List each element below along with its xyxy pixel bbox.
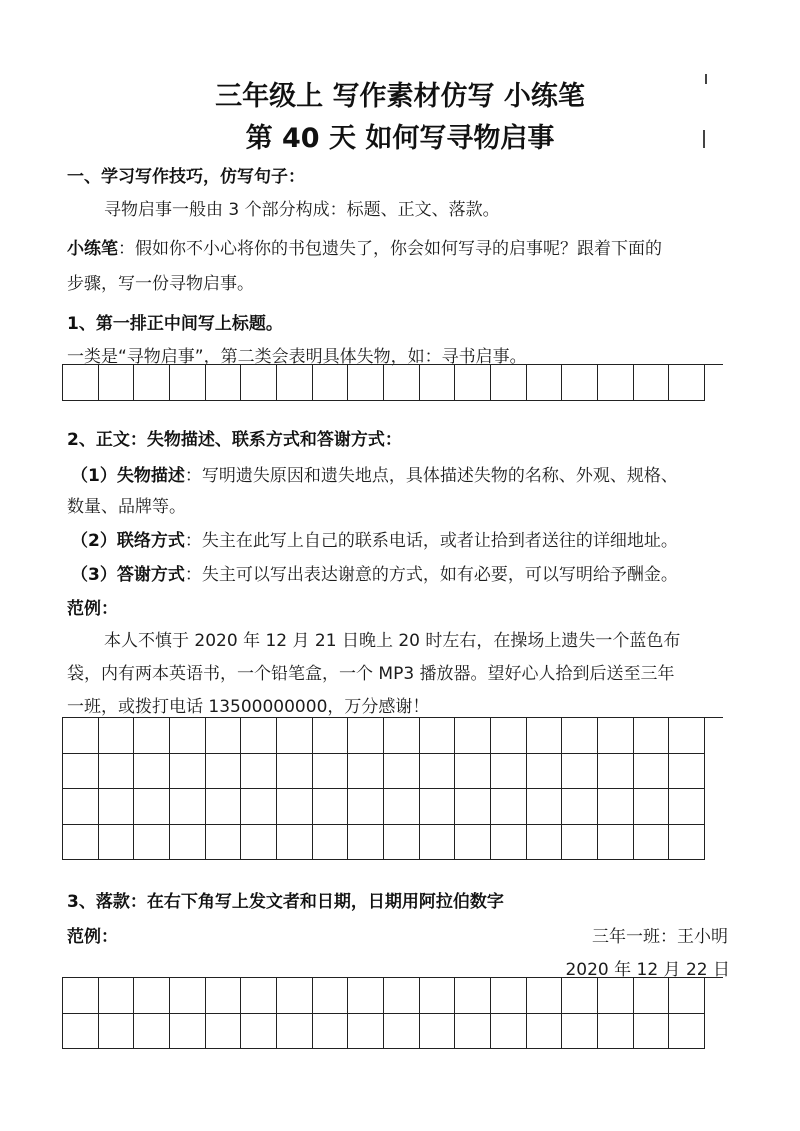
grid-cell[interactable]: [99, 978, 135, 1014]
step2-item1: [71, 461, 678, 486]
item2-label: （2）联络方式: [71, 531, 185, 551]
grid-cell[interactable]: [170, 365, 206, 401]
grid-cell[interactable]: [455, 754, 491, 790]
grid-cell[interactable]: [384, 789, 420, 825]
edge-mark: [705, 74, 707, 84]
grid-cell[interactable]: [634, 754, 670, 790]
grid-cell[interactable]: [634, 365, 670, 401]
grid-cell[interactable]: [313, 754, 349, 790]
grid-cell[interactable]: [348, 365, 384, 401]
grid-cell[interactable]: [99, 718, 135, 754]
grid-cell[interactable]: [313, 365, 349, 401]
grid-cell[interactable]: [491, 718, 527, 754]
grid-cell[interactable]: [384, 1014, 420, 1050]
grid-row: [63, 825, 723, 861]
grid-cell[interactable]: [206, 718, 242, 754]
grid-cell[interactable]: [634, 718, 670, 754]
grid-cell[interactable]: [170, 789, 206, 825]
grid-cell[interactable]: [206, 789, 242, 825]
step2-item2: [71, 526, 678, 551]
grid-row: [63, 789, 723, 825]
grid-cell[interactable]: [63, 365, 99, 401]
grid-cell[interactable]: [170, 825, 206, 861]
writing-grid-title[interactable]: [62, 364, 723, 401]
grid-cell[interactable]: [277, 978, 313, 1014]
grid-cell[interactable]: [241, 978, 277, 1014]
grid-cell[interactable]: [598, 825, 634, 861]
grid-cell[interactable]: [63, 754, 99, 790]
grid-cell[interactable]: [598, 718, 634, 754]
grid-cell[interactable]: [669, 1014, 705, 1050]
grid-row: [63, 754, 723, 790]
grid-cell[interactable]: [313, 789, 349, 825]
grid-cell[interactable]: [313, 718, 349, 754]
grid-cell[interactable]: [598, 365, 634, 401]
grid-cell[interactable]: [527, 978, 563, 1014]
grid-cell[interactable]: [669, 754, 705, 790]
grid-cell[interactable]: [206, 978, 242, 1014]
grid-cell[interactable]: [348, 789, 384, 825]
grid-cell[interactable]: [134, 1014, 170, 1050]
grid-cell[interactable]: [455, 1014, 491, 1050]
grid-cell[interactable]: [99, 1014, 135, 1050]
grid-cell[interactable]: [669, 978, 705, 1014]
grid-row: [63, 1014, 723, 1050]
item3-text: ：失主可以写出表达谢意的方式，如有必要，可以写明给予酬金。: [184, 565, 678, 585]
grid-cell[interactable]: [241, 1014, 277, 1050]
practice-label: 小练笔: [67, 239, 118, 259]
grid-cell[interactable]: [348, 1014, 384, 1050]
grid-cell[interactable]: [277, 365, 313, 401]
grid-cell[interactable]: [491, 789, 527, 825]
grid-cell[interactable]: [562, 754, 598, 790]
grid-cell[interactable]: [527, 1014, 563, 1050]
grid-cell[interactable]: [562, 789, 598, 825]
page-subtitle: 第 40 天 如何写寻物启事: [245, 123, 555, 154]
grid-cell[interactable]: [170, 754, 206, 790]
grid-cell[interactable]: [527, 718, 563, 754]
grid-cell[interactable]: [420, 978, 456, 1014]
grid-cell[interactable]: [241, 365, 277, 401]
step2-heading: 2、正文：失物描述、联系方式和答谢方式：: [67, 430, 402, 450]
practice-text: ：假如你不小心将你的书包遗失了，你会如何写寻的启事呢？跟着下面的: [118, 239, 662, 259]
grid-cell[interactable]: [669, 789, 705, 825]
grid-cell[interactable]: [634, 978, 670, 1014]
grid-cell[interactable]: [384, 825, 420, 861]
grid-cell[interactable]: [420, 754, 456, 790]
grid-cell[interactable]: [491, 365, 527, 401]
grid-cell[interactable]: [669, 825, 705, 861]
grid-cell[interactable]: [241, 754, 277, 790]
practice-line1: [67, 234, 662, 259]
grid-cell[interactable]: [455, 718, 491, 754]
grid-cell[interactable]: [277, 754, 313, 790]
grid-cell[interactable]: [455, 978, 491, 1014]
step1-text: 一类是“寻物启事”，第二类会表明具体失物，如：寻书启事。: [67, 347, 527, 367]
edge-mark: [703, 130, 705, 148]
grid-cell[interactable]: [277, 789, 313, 825]
grid-cell[interactable]: [170, 978, 206, 1014]
grid-cell[interactable]: [134, 754, 170, 790]
grid-cell[interactable]: [598, 754, 634, 790]
grid-cell[interactable]: [598, 978, 634, 1014]
grid-cell[interactable]: [491, 1014, 527, 1050]
grid-cell[interactable]: [63, 1014, 99, 1050]
grid-cell[interactable]: [527, 825, 563, 861]
grid-cell[interactable]: [134, 365, 170, 401]
grid-cell[interactable]: [63, 825, 99, 861]
grid-cell[interactable]: [313, 978, 349, 1014]
grid-cell[interactable]: [420, 1014, 456, 1050]
example-line2: 袋，内有两本英语书，一个铅笔盒，一个 MP3 播放器。望好心人拾到后送至三年: [67, 664, 675, 684]
grid-row: [63, 718, 723, 754]
grid-cell[interactable]: [420, 365, 456, 401]
grid-cell[interactable]: [669, 365, 705, 401]
step2-item1-cont: 数量、品牌等。: [67, 497, 186, 517]
grid-cell[interactable]: [63, 978, 99, 1014]
writing-grid-body[interactable]: [62, 717, 723, 860]
example-line1: 本人不慎于 2020 年 12 月 21 日晚上 20 时左右，在操场上遗失一个蓝色布: [104, 631, 681, 651]
item1-label: （1）失物描述: [71, 466, 185, 486]
grid-cell[interactable]: [348, 978, 384, 1014]
grid-cell[interactable]: [134, 718, 170, 754]
grid-cell[interactable]: [420, 718, 456, 754]
date: 2020 年 12 月 22 日: [565, 960, 730, 980]
grid-cell[interactable]: [527, 789, 563, 825]
step3-example-label: 范例：: [67, 927, 118, 947]
grid-cell[interactable]: [634, 789, 670, 825]
grid-cell[interactable]: [562, 718, 598, 754]
grid-cell[interactable]: [206, 754, 242, 790]
grid-cell[interactable]: [634, 1014, 670, 1050]
grid-row: [63, 978, 723, 1014]
grid-cell[interactable]: [134, 789, 170, 825]
item2-text: ：失主在此写上自己的联系电话，或者让拾到者送往的详细地址。: [184, 531, 678, 551]
grid-cell[interactable]: [313, 825, 349, 861]
section1-intro: 寻物启事一般由 3 个部分构成：标题、正文、落款。: [104, 200, 500, 220]
grid-cell[interactable]: [241, 825, 277, 861]
step2-item3: [71, 560, 678, 585]
grid-cell[interactable]: [63, 718, 99, 754]
item1-text: ：写明遗失原因和遗失地点，具体描述失物的名称、外观、规格、: [184, 466, 678, 486]
grid-cell[interactable]: [384, 754, 420, 790]
grid-cell[interactable]: [170, 1014, 206, 1050]
grid-cell[interactable]: [206, 365, 242, 401]
grid-cell[interactable]: [598, 1014, 634, 1050]
grid-cell[interactable]: [277, 825, 313, 861]
grid-cell[interactable]: [348, 754, 384, 790]
grid-cell[interactable]: [241, 718, 277, 754]
grid-cell[interactable]: [277, 1014, 313, 1050]
step3-heading: 3、落款：在右下角写上发文者和日期，日期用阿拉伯数字: [67, 892, 504, 912]
grid-cell[interactable]: [384, 978, 420, 1014]
grid-cell[interactable]: [491, 825, 527, 861]
grid-cell[interactable]: [669, 718, 705, 754]
grid-cell[interactable]: [420, 789, 456, 825]
practice-line2: 步骤，写一份寻物启事。: [67, 274, 254, 294]
grid-cell[interactable]: [384, 718, 420, 754]
writing-grid-signature[interactable]: [62, 977, 723, 1049]
grid-cell[interactable]: [99, 754, 135, 790]
grid-cell[interactable]: [455, 789, 491, 825]
grid-cell[interactable]: [455, 365, 491, 401]
grid-cell[interactable]: [384, 365, 420, 401]
grid-cell[interactable]: [527, 365, 563, 401]
signer: 三年一班：王小明: [592, 927, 728, 947]
example-line3: 一班，或拨打电话 13500000000，万分感谢！: [67, 697, 430, 717]
item3-label: （3）答谢方式: [71, 565, 185, 585]
grid-cell[interactable]: [134, 978, 170, 1014]
grid-cell[interactable]: [527, 754, 563, 790]
grid-cell[interactable]: [491, 754, 527, 790]
grid-cell[interactable]: [277, 718, 313, 754]
grid-row: [63, 365, 723, 401]
grid-cell[interactable]: [348, 825, 384, 861]
grid-cell[interactable]: [170, 718, 206, 754]
grid-cell[interactable]: [491, 978, 527, 1014]
grid-cell[interactable]: [420, 825, 456, 861]
step1-heading: 1、第一排正中间写上标题。: [67, 314, 283, 334]
step2-example-label: 范例：: [67, 599, 118, 619]
grid-cell[interactable]: [348, 718, 384, 754]
grid-cell[interactable]: [634, 825, 670, 861]
grid-cell[interactable]: [241, 789, 277, 825]
page-title: 三年级上 写作素材仿写 小练笔: [215, 81, 585, 112]
grid-cell[interactable]: [562, 978, 598, 1014]
grid-cell[interactable]: [455, 825, 491, 861]
grid-cell[interactable]: [562, 825, 598, 861]
grid-cell[interactable]: [63, 789, 99, 825]
grid-cell[interactable]: [562, 1014, 598, 1050]
grid-cell[interactable]: [313, 1014, 349, 1050]
grid-cell[interactable]: [206, 825, 242, 861]
section1-heading: 一、学习写作技巧，仿写句子：: [67, 167, 305, 187]
grid-cell[interactable]: [562, 365, 598, 401]
grid-cell[interactable]: [99, 825, 135, 861]
grid-cell[interactable]: [134, 825, 170, 861]
grid-cell[interactable]: [99, 365, 135, 401]
grid-cell[interactable]: [206, 1014, 242, 1050]
grid-cell[interactable]: [99, 789, 135, 825]
grid-cell[interactable]: [598, 789, 634, 825]
